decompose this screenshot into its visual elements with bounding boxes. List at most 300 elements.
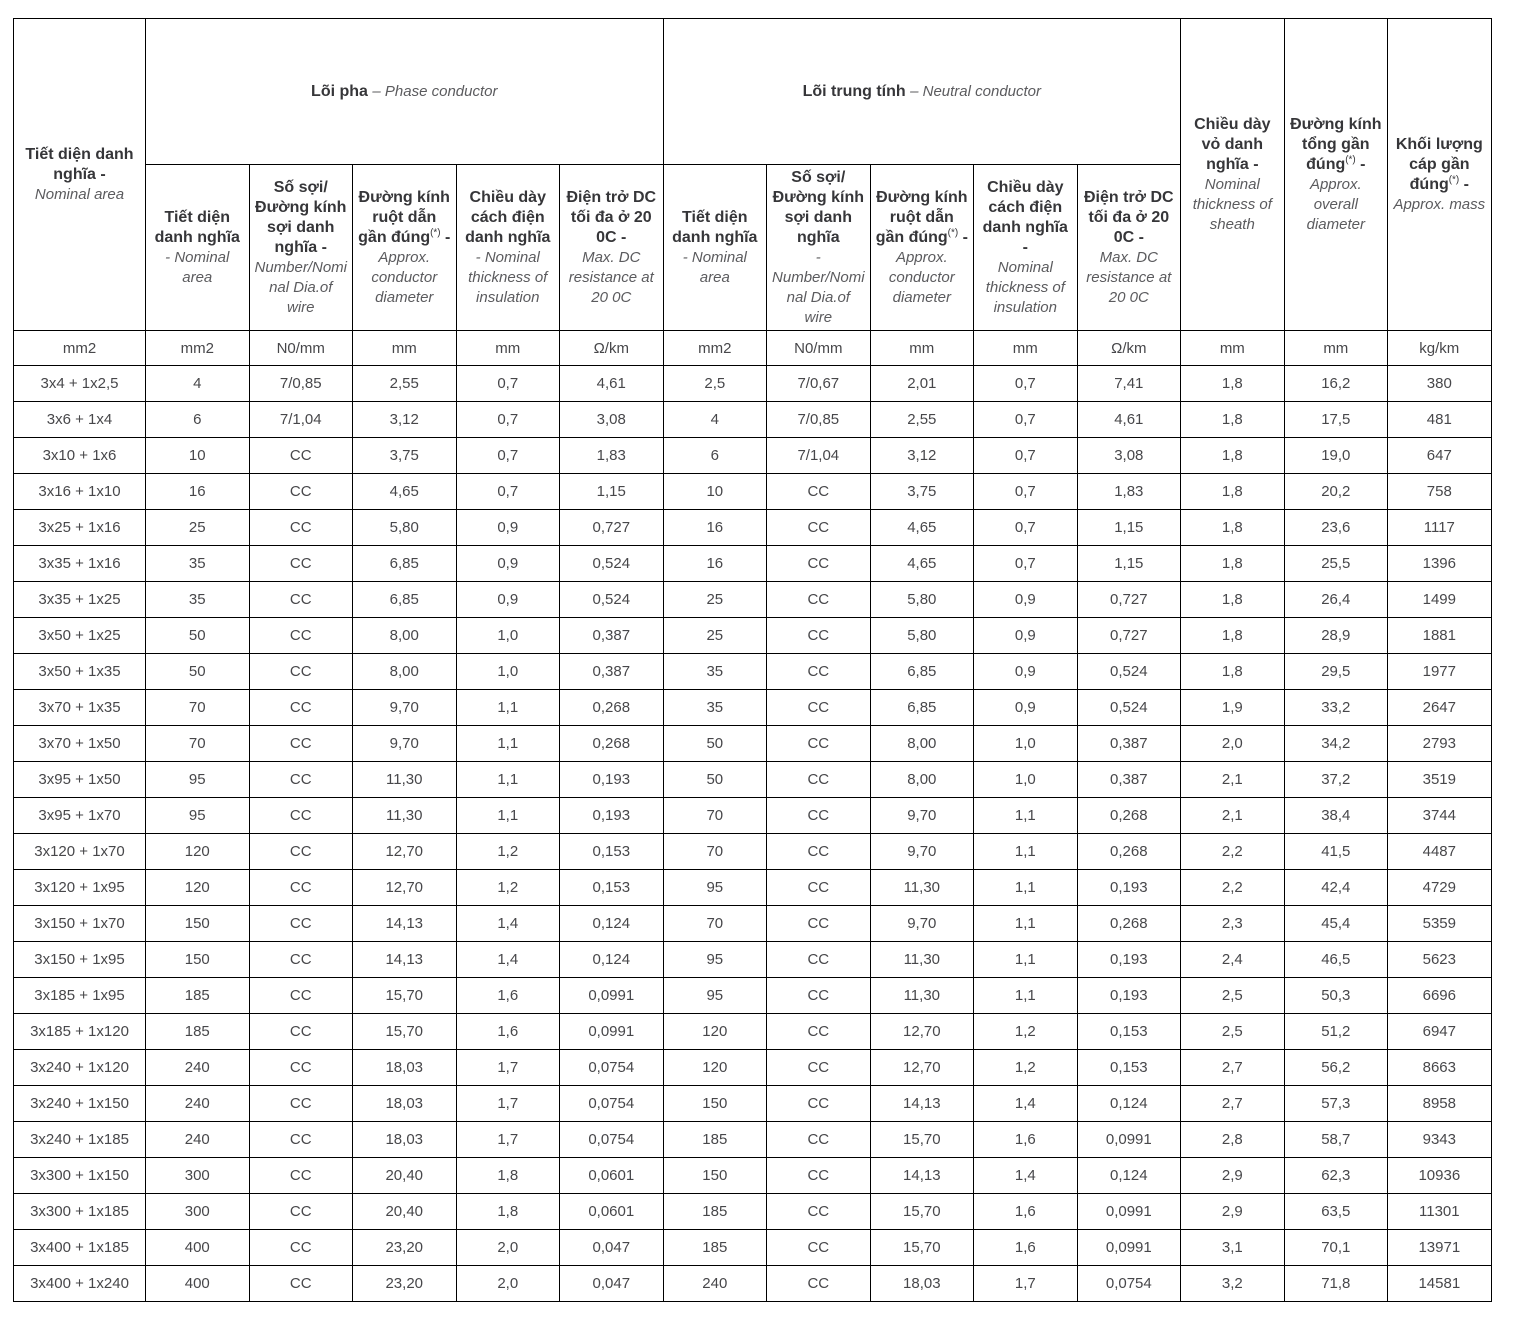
value-cell: 9,70 bbox=[353, 726, 457, 762]
value-cell: CC bbox=[767, 1194, 871, 1230]
value-cell: CC bbox=[249, 942, 353, 978]
header-sheath-thickness bbox=[1181, 19, 1285, 331]
value-cell: 1,2 bbox=[974, 1014, 1078, 1050]
table-row bbox=[14, 1086, 1492, 1122]
nominal-area-cell: 3x95 + 1x70 bbox=[14, 798, 146, 834]
table-row bbox=[14, 510, 1492, 546]
value-cell: 8,00 bbox=[353, 618, 457, 654]
value-cell: 0,0754 bbox=[560, 1050, 664, 1086]
value-cell: 185 bbox=[146, 978, 250, 1014]
value-cell: 0,0601 bbox=[560, 1194, 664, 1230]
table-row bbox=[14, 1050, 1492, 1086]
value-cell: 15,70 bbox=[870, 1194, 974, 1230]
value-cell: CC bbox=[767, 474, 871, 510]
value-cell: 1,8 bbox=[1181, 366, 1285, 402]
value-cell: CC bbox=[249, 438, 353, 474]
subheader-vi: Tiết diện danh nghĩa bbox=[672, 208, 758, 246]
value-cell: 11,30 bbox=[870, 978, 974, 1014]
value-cell: 2,2 bbox=[1181, 834, 1285, 870]
value-cell: CC bbox=[249, 1158, 353, 1194]
value-cell: 1,7 bbox=[456, 1086, 560, 1122]
value-cell: 3,75 bbox=[870, 474, 974, 510]
unit-cell: kg/km bbox=[1388, 331, 1492, 366]
value-cell: 5623 bbox=[1388, 942, 1492, 978]
group-header-phase-vi: Lõi pha bbox=[311, 82, 368, 100]
value-cell: 9,70 bbox=[870, 906, 974, 942]
value-cell: 1,1 bbox=[974, 834, 1078, 870]
nominal-area-cell: 3x70 + 1x35 bbox=[14, 690, 146, 726]
value-cell: 16 bbox=[663, 546, 767, 582]
value-cell: 758 bbox=[1388, 474, 1492, 510]
value-cell: CC bbox=[767, 690, 871, 726]
header-approx-mass-en: Approx. mass bbox=[1393, 195, 1486, 213]
subheader-phase-2 bbox=[353, 165, 457, 331]
subheader-neutral-3 bbox=[974, 165, 1078, 331]
subheader-neutral-2 bbox=[870, 165, 974, 331]
value-cell: 0,047 bbox=[560, 1266, 664, 1302]
value-cell: 1977 bbox=[1388, 654, 1492, 690]
value-cell: CC bbox=[249, 690, 353, 726]
nominal-area-cell: 3x50 + 1x25 bbox=[14, 618, 146, 654]
value-cell: 8,00 bbox=[353, 654, 457, 690]
value-cell: 1,1 bbox=[456, 690, 560, 726]
header-overall-diameter-en: Approx. overall diameter bbox=[1306, 175, 1365, 233]
nominal-area-cell: 3x240 + 1x150 bbox=[14, 1086, 146, 1122]
value-cell: 1,1 bbox=[974, 978, 1078, 1014]
value-cell: 11,30 bbox=[870, 870, 974, 906]
value-cell: 0,153 bbox=[560, 834, 664, 870]
value-cell: CC bbox=[249, 1194, 353, 1230]
value-cell: 0,9 bbox=[974, 582, 1078, 618]
value-cell: 50,3 bbox=[1284, 978, 1388, 1014]
value-cell: 35 bbox=[146, 582, 250, 618]
value-cell: 63,5 bbox=[1284, 1194, 1388, 1230]
value-cell: 50 bbox=[146, 654, 250, 690]
value-cell: 2,2 bbox=[1181, 870, 1285, 906]
value-cell: 35 bbox=[146, 546, 250, 582]
value-cell: CC bbox=[249, 582, 353, 618]
value-cell: 185 bbox=[663, 1194, 767, 1230]
value-cell: 20,2 bbox=[1284, 474, 1388, 510]
value-cell: CC bbox=[767, 1122, 871, 1158]
value-cell: 23,6 bbox=[1284, 510, 1388, 546]
value-cell: 0,193 bbox=[1077, 870, 1181, 906]
value-cell: 2647 bbox=[1388, 690, 1492, 726]
value-cell: 4487 bbox=[1388, 834, 1492, 870]
value-cell: 50 bbox=[663, 726, 767, 762]
table-row bbox=[14, 1158, 1492, 1194]
value-cell: 1,6 bbox=[456, 978, 560, 1014]
value-cell: 0,7 bbox=[456, 402, 560, 438]
nominal-area-cell: 3x10 + 1x6 bbox=[14, 438, 146, 474]
value-cell: CC bbox=[767, 510, 871, 546]
subheader-phase-4 bbox=[560, 165, 664, 331]
value-cell: CC bbox=[767, 870, 871, 906]
value-cell: 1,8 bbox=[456, 1158, 560, 1194]
subheader-vi: Đường kính ruột dẫn gần đúng(*) - bbox=[875, 188, 968, 246]
value-cell: 0,9 bbox=[974, 618, 1078, 654]
value-cell: 0,193 bbox=[1077, 942, 1181, 978]
value-cell: 6,85 bbox=[353, 546, 457, 582]
value-cell: CC bbox=[767, 582, 871, 618]
value-cell: 95 bbox=[663, 978, 767, 1014]
value-cell: 0,153 bbox=[560, 870, 664, 906]
value-cell: 120 bbox=[146, 870, 250, 906]
table-row bbox=[14, 654, 1492, 690]
value-cell: 6 bbox=[663, 438, 767, 474]
value-cell: 2,01 bbox=[870, 366, 974, 402]
value-cell: 0,727 bbox=[560, 510, 664, 546]
value-cell: 481 bbox=[1388, 402, 1492, 438]
value-cell: 0,268 bbox=[1077, 798, 1181, 834]
value-cell: 0,7 bbox=[456, 366, 560, 402]
value-cell: 0,047 bbox=[560, 1230, 664, 1266]
subheader-phase-3 bbox=[456, 165, 560, 331]
value-cell: 1,7 bbox=[974, 1266, 1078, 1302]
value-cell: 647 bbox=[1388, 438, 1492, 474]
value-cell: CC bbox=[767, 1230, 871, 1266]
value-cell: 1,4 bbox=[456, 906, 560, 942]
value-cell: 8,00 bbox=[870, 762, 974, 798]
value-cell: 4729 bbox=[1388, 870, 1492, 906]
value-cell: 25,5 bbox=[1284, 546, 1388, 582]
value-cell: 1,1 bbox=[456, 762, 560, 798]
value-cell: 14,13 bbox=[353, 942, 457, 978]
subheader-neutral-0 bbox=[663, 165, 767, 331]
value-cell: 0,0754 bbox=[560, 1122, 664, 1158]
value-cell: 28,9 bbox=[1284, 618, 1388, 654]
value-cell: 50 bbox=[663, 762, 767, 798]
unit-cell: mm bbox=[1284, 331, 1388, 366]
value-cell: 58,7 bbox=[1284, 1122, 1388, 1158]
value-cell: 300 bbox=[146, 1158, 250, 1194]
value-cell: 12,70 bbox=[870, 1014, 974, 1050]
value-cell: 71,8 bbox=[1284, 1266, 1388, 1302]
nominal-area-cell: 3x185 + 1x95 bbox=[14, 978, 146, 1014]
value-cell: 380 bbox=[1388, 366, 1492, 402]
table-row bbox=[14, 474, 1492, 510]
unit-cell: mm2 bbox=[14, 331, 146, 366]
header-sheath-thickness-vi: Chiều dày vỏ danh nghĩa - bbox=[1194, 115, 1271, 173]
value-cell: 1,8 bbox=[1181, 474, 1285, 510]
nominal-area-cell: 3x150 + 1x70 bbox=[14, 906, 146, 942]
value-cell: 0,268 bbox=[560, 726, 664, 762]
value-cell: 3,2 bbox=[1181, 1266, 1285, 1302]
value-cell: 26,4 bbox=[1284, 582, 1388, 618]
header-overall-diameter bbox=[1284, 19, 1388, 331]
value-cell: 12,70 bbox=[353, 870, 457, 906]
value-cell: 1,8 bbox=[1181, 654, 1285, 690]
subheader-phase-0 bbox=[146, 165, 250, 331]
value-cell: 70,1 bbox=[1284, 1230, 1388, 1266]
corner-header-nominal-area bbox=[14, 19, 146, 331]
value-cell: 6696 bbox=[1388, 978, 1492, 1014]
value-cell: 0,0991 bbox=[1077, 1230, 1181, 1266]
table-row bbox=[14, 1194, 1492, 1230]
value-cell: 2793 bbox=[1388, 726, 1492, 762]
table-row bbox=[14, 690, 1492, 726]
value-cell: 2,7 bbox=[1181, 1086, 1285, 1122]
nominal-area-cell: 3x120 + 1x70 bbox=[14, 834, 146, 870]
value-cell: 2,1 bbox=[1181, 762, 1285, 798]
value-cell: 2,3 bbox=[1181, 906, 1285, 942]
table-body bbox=[14, 331, 1492, 1302]
value-cell: 1,83 bbox=[560, 438, 664, 474]
value-cell: CC bbox=[767, 978, 871, 1014]
subheader-en: - Nominal area bbox=[682, 248, 747, 286]
value-cell: 2,5 bbox=[1181, 1014, 1285, 1050]
value-cell: 0,7 bbox=[456, 438, 560, 474]
value-cell: 6 bbox=[146, 402, 250, 438]
value-cell: 56,2 bbox=[1284, 1050, 1388, 1086]
value-cell: 3,75 bbox=[353, 438, 457, 474]
value-cell: 2,9 bbox=[1181, 1158, 1285, 1194]
subheader-vi: Số sợi/Đường kính sợi danh nghĩa - bbox=[255, 178, 347, 256]
subheader-vi: Điện trở DC tối đa ở 20 0C - bbox=[1084, 188, 1174, 246]
subheader-vi: Số sợi/Đường kính sợi danh nghĩa bbox=[772, 168, 864, 246]
table-row bbox=[14, 762, 1492, 798]
value-cell: 16,2 bbox=[1284, 366, 1388, 402]
value-cell: 1,1 bbox=[974, 870, 1078, 906]
value-cell: 15,70 bbox=[870, 1230, 974, 1266]
value-cell: 0,9 bbox=[974, 690, 1078, 726]
unit-cell: mm bbox=[456, 331, 560, 366]
value-cell: 2,1 bbox=[1181, 798, 1285, 834]
value-cell: 5,80 bbox=[353, 510, 457, 546]
value-cell: 0,524 bbox=[560, 582, 664, 618]
value-cell: 0,524 bbox=[1077, 690, 1181, 726]
nominal-area-cell: 3x400 + 1x240 bbox=[14, 1266, 146, 1302]
value-cell: 14581 bbox=[1388, 1266, 1492, 1302]
unit-cell: Ω/km bbox=[560, 331, 664, 366]
value-cell: 0,0754 bbox=[1077, 1266, 1181, 1302]
value-cell: 70 bbox=[663, 834, 767, 870]
value-cell: 9,70 bbox=[870, 798, 974, 834]
value-cell: CC bbox=[767, 942, 871, 978]
value-cell: 15,70 bbox=[353, 978, 457, 1014]
nominal-area-cell: 3x240 + 1x185 bbox=[14, 1122, 146, 1158]
value-cell: 9,70 bbox=[353, 690, 457, 726]
value-cell: 3,08 bbox=[1077, 438, 1181, 474]
subheader-en: - Number/Nominal Dia.of wire bbox=[772, 248, 865, 326]
value-cell: 3,08 bbox=[560, 402, 664, 438]
unit-cell: Ω/km bbox=[1077, 331, 1181, 366]
value-cell: CC bbox=[767, 1086, 871, 1122]
value-cell: 2,8 bbox=[1181, 1122, 1285, 1158]
value-cell: CC bbox=[249, 978, 353, 1014]
value-cell: 2,4 bbox=[1181, 942, 1285, 978]
value-cell: 0,7 bbox=[974, 366, 1078, 402]
value-cell: 35 bbox=[663, 654, 767, 690]
value-cell: 120 bbox=[146, 834, 250, 870]
value-cell: 7,41 bbox=[1077, 366, 1181, 402]
unit-cell: mm2 bbox=[663, 331, 767, 366]
subheader-phase-1 bbox=[249, 165, 353, 331]
value-cell: 2,5 bbox=[663, 366, 767, 402]
value-cell: 0,0991 bbox=[1077, 1122, 1181, 1158]
value-cell: 4,61 bbox=[560, 366, 664, 402]
table-row bbox=[14, 906, 1492, 942]
value-cell: 1,8 bbox=[1181, 582, 1285, 618]
value-cell: 41,5 bbox=[1284, 834, 1388, 870]
subheader-en: Nominal thickness of insulation bbox=[985, 258, 1065, 316]
value-cell: CC bbox=[767, 762, 871, 798]
value-cell: 15,70 bbox=[870, 1122, 974, 1158]
value-cell: CC bbox=[249, 870, 353, 906]
value-cell: 11301 bbox=[1388, 1194, 1492, 1230]
value-cell: 400 bbox=[146, 1230, 250, 1266]
value-cell: 12,70 bbox=[870, 1050, 974, 1086]
value-cell: 240 bbox=[146, 1086, 250, 1122]
value-cell: CC bbox=[767, 618, 871, 654]
value-cell: 1,4 bbox=[974, 1086, 1078, 1122]
value-cell: 1,7 bbox=[456, 1122, 560, 1158]
value-cell: 240 bbox=[146, 1122, 250, 1158]
header-sheath-thickness-en: Nominal thickness of sheath bbox=[1192, 175, 1272, 233]
value-cell: CC bbox=[249, 906, 353, 942]
value-cell: 7/1,04 bbox=[249, 402, 353, 438]
value-cell: 4,61 bbox=[1077, 402, 1181, 438]
nominal-area-cell: 3x50 + 1x35 bbox=[14, 654, 146, 690]
value-cell: 19,0 bbox=[1284, 438, 1388, 474]
value-cell: 11,30 bbox=[353, 762, 457, 798]
value-cell: 23,20 bbox=[353, 1230, 457, 1266]
value-cell: CC bbox=[249, 654, 353, 690]
value-cell: 29,5 bbox=[1284, 654, 1388, 690]
value-cell: 16 bbox=[663, 510, 767, 546]
nominal-area-cell: 3x25 + 1x16 bbox=[14, 510, 146, 546]
value-cell: 1,2 bbox=[456, 834, 560, 870]
value-cell: 10936 bbox=[1388, 1158, 1492, 1194]
value-cell: 0,387 bbox=[560, 654, 664, 690]
table-row bbox=[14, 1122, 1492, 1158]
value-cell: 11,30 bbox=[353, 798, 457, 834]
value-cell: CC bbox=[767, 654, 871, 690]
subheader-neutral-1 bbox=[767, 165, 871, 331]
value-cell: 70 bbox=[663, 906, 767, 942]
value-cell: 6,85 bbox=[870, 654, 974, 690]
value-cell: 45,4 bbox=[1284, 906, 1388, 942]
value-cell: 0,153 bbox=[1077, 1014, 1181, 1050]
value-cell: 4,65 bbox=[353, 474, 457, 510]
value-cell: 1,8 bbox=[456, 1194, 560, 1230]
table-row bbox=[14, 1230, 1492, 1266]
value-cell: 1499 bbox=[1388, 582, 1492, 618]
value-cell: 23,20 bbox=[353, 1266, 457, 1302]
value-cell: 1,15 bbox=[1077, 510, 1181, 546]
value-cell: 2,55 bbox=[353, 366, 457, 402]
value-cell: 0,124 bbox=[560, 906, 664, 942]
value-cell: 0,124 bbox=[1077, 1086, 1181, 1122]
value-cell: 50 bbox=[146, 618, 250, 654]
value-cell: 6,85 bbox=[870, 690, 974, 726]
value-cell: 0,387 bbox=[1077, 762, 1181, 798]
value-cell: CC bbox=[249, 1014, 353, 1050]
nominal-area-cell: 3x300 + 1x150 bbox=[14, 1158, 146, 1194]
unit-cell: mm bbox=[974, 331, 1078, 366]
value-cell: 95 bbox=[146, 762, 250, 798]
value-cell: CC bbox=[767, 834, 871, 870]
nominal-area-cell: 3x185 + 1x120 bbox=[14, 1014, 146, 1050]
value-cell: 1,0 bbox=[974, 726, 1078, 762]
value-cell: 70 bbox=[146, 690, 250, 726]
value-cell: 0,0754 bbox=[560, 1086, 664, 1122]
units-row bbox=[14, 331, 1492, 366]
nominal-area-cell: 3x35 + 1x16 bbox=[14, 546, 146, 582]
value-cell: 0,524 bbox=[1077, 654, 1181, 690]
value-cell: 34,2 bbox=[1284, 726, 1388, 762]
value-cell: 8663 bbox=[1388, 1050, 1492, 1086]
value-cell: 38,4 bbox=[1284, 798, 1388, 834]
value-cell: 37,2 bbox=[1284, 762, 1388, 798]
nominal-area-cell: 3x16 + 1x10 bbox=[14, 474, 146, 510]
table-row bbox=[14, 870, 1492, 906]
value-cell: CC bbox=[249, 834, 353, 870]
value-cell: 1,83 bbox=[1077, 474, 1181, 510]
value-cell: 8,00 bbox=[870, 726, 974, 762]
value-cell: 0,193 bbox=[1077, 978, 1181, 1014]
value-cell: 25 bbox=[146, 510, 250, 546]
value-cell: 0,9 bbox=[456, 510, 560, 546]
value-cell: 1,6 bbox=[974, 1230, 1078, 1266]
value-cell: 70 bbox=[146, 726, 250, 762]
value-cell: 14,13 bbox=[870, 1086, 974, 1122]
group-header-neutral-en: – Neutral conductor bbox=[910, 82, 1042, 100]
unit-cell: mm bbox=[870, 331, 974, 366]
cable-specification-table bbox=[13, 18, 1492, 1302]
value-cell: CC bbox=[249, 762, 353, 798]
subheader-en: - Nominal thickness of insulation bbox=[468, 248, 548, 306]
value-cell: 57,3 bbox=[1284, 1086, 1388, 1122]
value-cell: 0,9 bbox=[974, 654, 1078, 690]
subheader-en: Max. DC resistance at 20 0C bbox=[1086, 248, 1172, 306]
unit-cell: N0/mm bbox=[767, 331, 871, 366]
group-header-neutral-vi: Lõi trung tính bbox=[802, 82, 906, 100]
value-cell: 1,1 bbox=[456, 726, 560, 762]
table-row bbox=[14, 1014, 1492, 1050]
value-cell: 0,7 bbox=[974, 438, 1078, 474]
value-cell: CC bbox=[249, 1050, 353, 1086]
value-cell: 1,1 bbox=[456, 798, 560, 834]
value-cell: 1881 bbox=[1388, 618, 1492, 654]
value-cell: 3,12 bbox=[870, 438, 974, 474]
nominal-area-cell: 3x400 + 1x185 bbox=[14, 1230, 146, 1266]
value-cell: 1,1 bbox=[974, 798, 1078, 834]
value-cell: 0,7 bbox=[974, 546, 1078, 582]
value-cell: 300 bbox=[146, 1194, 250, 1230]
value-cell: CC bbox=[767, 1266, 871, 1302]
subheader-en: Max. DC resistance at 20 0C bbox=[568, 248, 654, 306]
subheader-vi: Tiết diện danh nghĩa bbox=[154, 208, 240, 246]
unit-cell: N0/mm bbox=[249, 331, 353, 366]
value-cell: 7/0,67 bbox=[767, 366, 871, 402]
value-cell: 51,2 bbox=[1284, 1014, 1388, 1050]
value-cell: 185 bbox=[663, 1230, 767, 1266]
value-cell: 2,7 bbox=[1181, 1050, 1285, 1086]
header-approx-mass bbox=[1388, 19, 1492, 331]
value-cell: 1,0 bbox=[974, 762, 1078, 798]
value-cell: 13971 bbox=[1388, 1230, 1492, 1266]
value-cell: 3519 bbox=[1388, 762, 1492, 798]
value-cell: CC bbox=[767, 726, 871, 762]
subheader-neutral-4 bbox=[1077, 165, 1181, 331]
header-overall-diameter-vi: Đường kính tổng gần đúng(*) - bbox=[1290, 115, 1382, 173]
value-cell: CC bbox=[249, 474, 353, 510]
value-cell: 14,13 bbox=[870, 1158, 974, 1194]
value-cell: 25 bbox=[663, 582, 767, 618]
value-cell: 1,4 bbox=[974, 1158, 1078, 1194]
nominal-area-cell: 3x120 + 1x95 bbox=[14, 870, 146, 906]
